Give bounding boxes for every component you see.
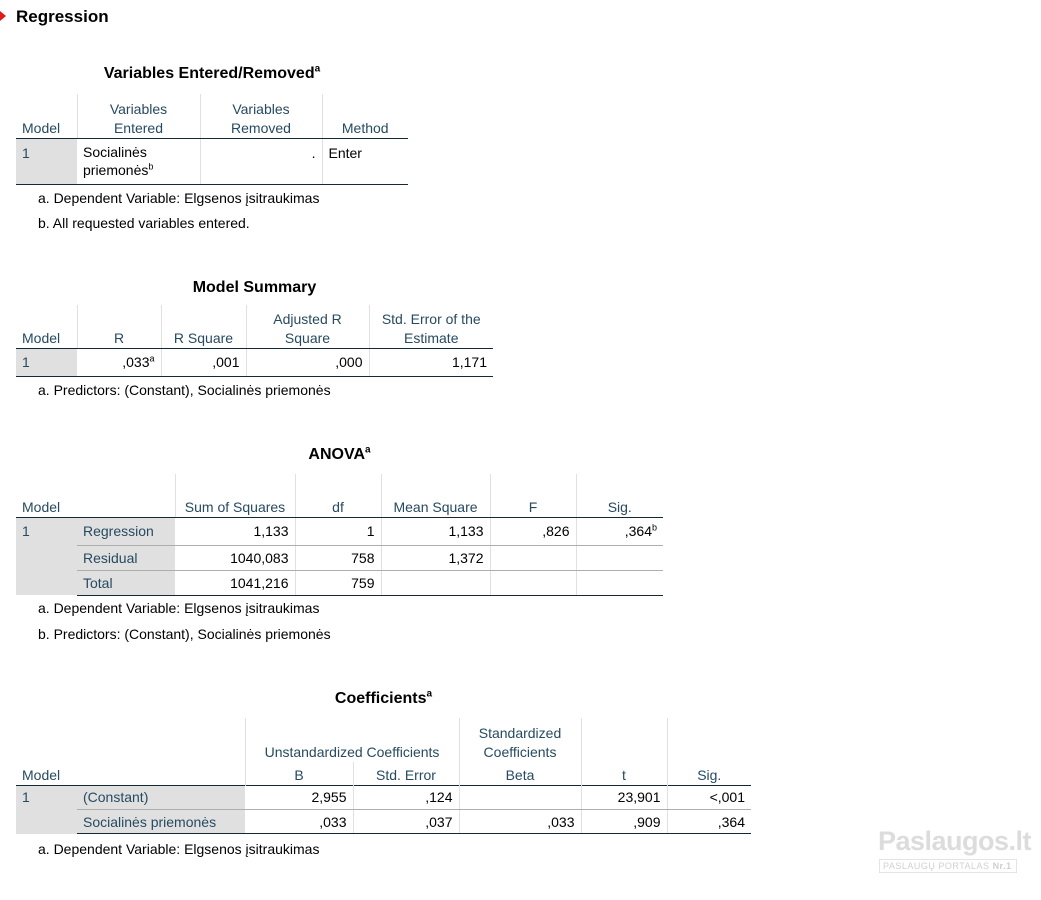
cell-r-square: ,001 xyxy=(161,348,246,376)
header-std-error: Std. Error xyxy=(353,762,459,785)
page-title: Regression xyxy=(16,7,109,26)
cell-sig: <,001 xyxy=(667,786,751,810)
cell-std-error: 1,171 xyxy=(369,348,493,376)
row-model-1: 1 xyxy=(16,517,77,595)
row-model-1: 1 xyxy=(16,786,77,834)
header-sig: Sig. xyxy=(667,718,751,785)
cell-sig: ,364 xyxy=(667,810,751,834)
cell-b: ,033 xyxy=(245,810,353,834)
header-model: Model xyxy=(16,94,77,138)
cell-method: Enter xyxy=(322,138,408,184)
header-variables-entered: Variables Entered xyxy=(77,94,200,138)
cell-ss: 1040,083 xyxy=(175,545,295,570)
cell-f xyxy=(490,570,576,595)
cell-ss: 1041,216 xyxy=(175,570,295,595)
cell-ms xyxy=(381,570,490,595)
row-label-constant: (Constant) xyxy=(77,786,245,810)
footnote: b. All requested variables entered. xyxy=(38,215,250,231)
footnote: b. Predictors: (Constant), Socialinės priemonės xyxy=(38,626,331,642)
cell-sig: ,364$^b$ xyxy=(576,517,663,545)
cell-sig xyxy=(576,570,663,595)
footnote: a. Dependent Variable: Elgsenos įsitraukimas xyxy=(38,841,320,857)
row-model-1: 1 xyxy=(16,138,77,184)
row-label-socialines-priemones: Socialinės priemonės xyxy=(77,810,245,834)
table-row xyxy=(16,545,663,570)
header-adjusted-r-square: Adjusted R Square xyxy=(246,305,369,348)
coefficients-table xyxy=(16,718,751,834)
model-summary-table xyxy=(16,305,493,377)
header-model: Model xyxy=(16,474,77,517)
cell-t: 23,901 xyxy=(581,786,667,810)
collapse-arrow-icon[interactable] xyxy=(0,11,6,21)
cell-adjusted-r-square: ,000 xyxy=(246,348,369,376)
watermark-tagline: PASLAUGŲ PORTALAS Nr.1 xyxy=(879,859,1017,873)
row-model-1: 1 xyxy=(16,348,77,376)
header-standardized-coefficients: Standardized Coefficients xyxy=(459,718,581,762)
cell-entered: Socialinės priemonės$^b$ xyxy=(77,138,200,184)
header-method: Method xyxy=(322,94,408,138)
row-label-total: Total xyxy=(77,570,175,595)
header-std-error: Std. Error of the Estimate xyxy=(369,305,493,348)
header-df: df xyxy=(295,474,381,517)
cell-std-error: ,037 xyxy=(353,810,459,834)
cell-df: 759 xyxy=(295,570,381,595)
header-model: Model xyxy=(16,305,77,348)
cell-f: ,826 xyxy=(490,517,576,545)
header-b: B xyxy=(245,762,353,785)
header-t: t xyxy=(581,718,667,785)
header-r-square: R Square xyxy=(161,305,246,348)
cell-b: 2,955 xyxy=(245,786,353,810)
footnote: a. Dependent Variable: Elgsenos įsitraukimas xyxy=(38,600,320,616)
anova-table xyxy=(16,474,663,596)
cell-ss: 1,133 xyxy=(175,517,295,545)
cell-std-error: ,124 xyxy=(353,786,459,810)
cell-beta xyxy=(459,786,581,810)
variables-entered-table xyxy=(16,94,408,185)
header-model: Model xyxy=(22,766,61,783)
row-label-regression: Regression xyxy=(77,517,175,545)
cell-ms: 1,372 xyxy=(381,545,490,570)
cell-sig xyxy=(576,545,663,570)
cell-t: ,909 xyxy=(581,810,667,834)
cell-f xyxy=(490,545,576,570)
table-row xyxy=(16,810,751,834)
header-variables-removed: Variables Removed xyxy=(200,94,322,138)
header-sig: Sig. xyxy=(576,474,663,517)
cell-df: 1 xyxy=(295,517,381,545)
header-beta: Beta xyxy=(459,762,581,785)
footnote: a. Dependent Variable: Elgsenos įsitraukimas xyxy=(38,190,320,206)
cell-ms: 1,133 xyxy=(381,517,490,545)
table-row xyxy=(16,570,663,595)
coefficients-title: Coefficients$^a$ xyxy=(334,688,433,707)
footnote: a. Predictors: (Constant), Socialinės priemonės xyxy=(38,382,331,398)
anova-title: ANOVA$^a$ xyxy=(308,444,371,463)
row-label-residual: Residual xyxy=(77,545,175,570)
cell-r: ,033$^a$ xyxy=(77,348,161,376)
model-summary-title: Model Summary xyxy=(192,279,317,296)
variables-entered-title: Variables Entered/Removed$^a$ xyxy=(103,63,321,82)
header-mean-square: Mean Square xyxy=(381,474,490,517)
header-r: R xyxy=(77,305,161,348)
cell-removed: . xyxy=(200,138,322,184)
header-sum-of-squares: Sum of Squares xyxy=(175,474,295,517)
cell-beta: ,033 xyxy=(459,810,581,834)
cell-df: 758 xyxy=(295,545,381,570)
watermark-logo: Paslaugos.lt xyxy=(878,826,1032,856)
header-f: F xyxy=(490,474,576,517)
table-row xyxy=(16,517,663,545)
table-row xyxy=(16,786,751,810)
header-unstandardized-coefficients: Unstandardized Coefficients xyxy=(245,718,459,762)
